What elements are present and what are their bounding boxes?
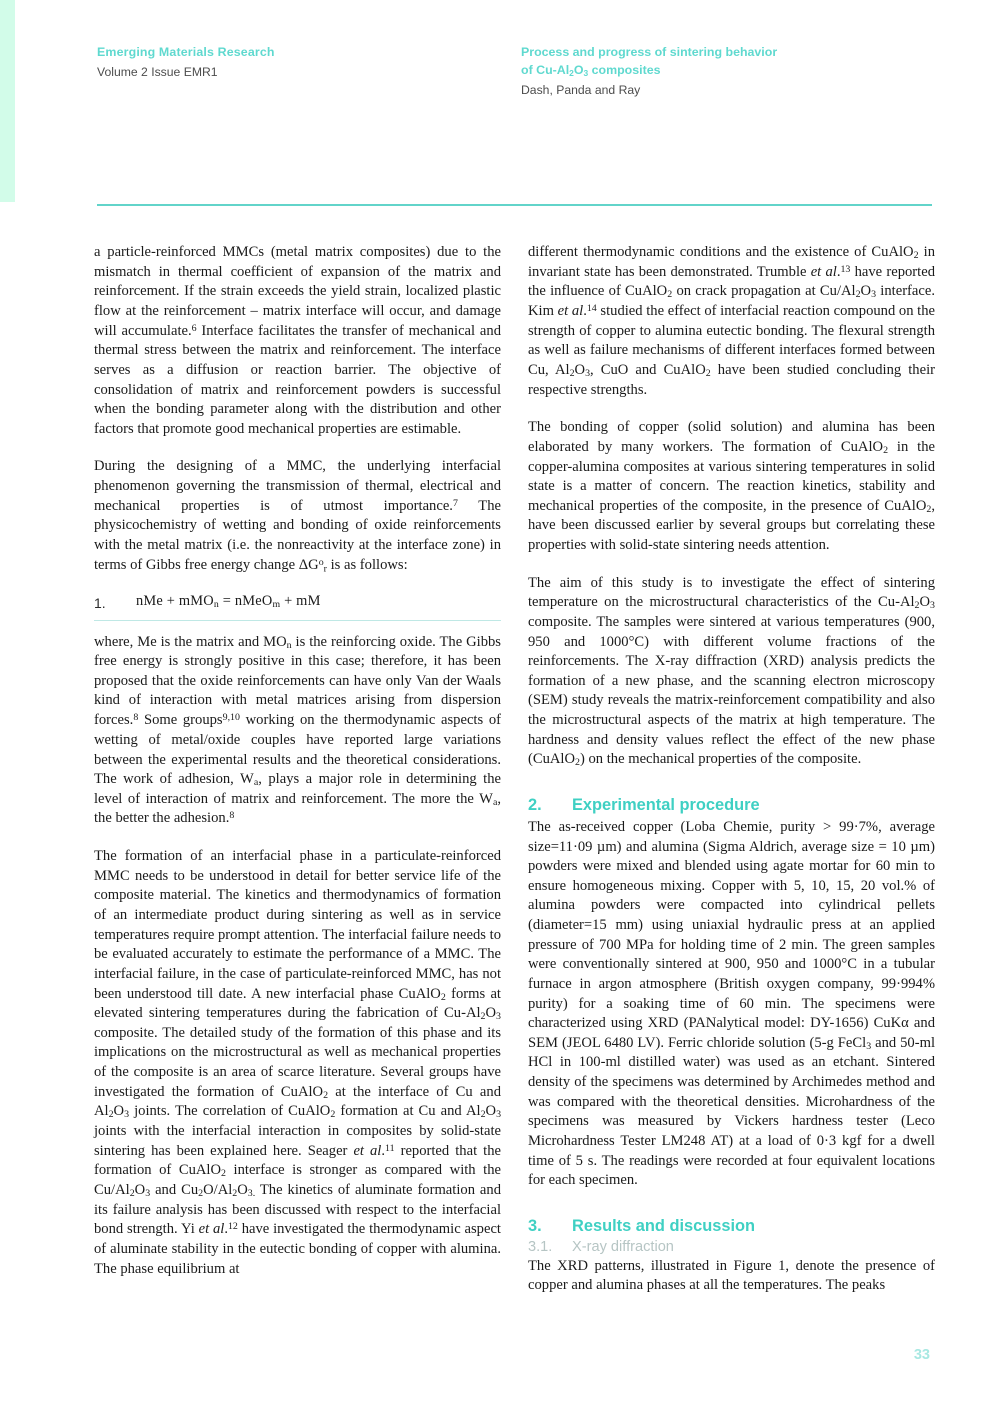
subsection-31-title: X-ray diffraction (572, 1238, 674, 1255)
section-2-number: 2. (528, 795, 542, 814)
subsection-heading-xrd (528, 1239, 935, 1255)
paragraph-left-4: The formation of an interfacial phase in a particulate-reinforced MMC needs to be understood in detail for better service life of the composite material. The kinetics and thermodynamics of formation of an intermediate product during sintering as well as in service temperatures require prompt attention. The interfacial failure needs to be evaluated accurately to estimate the performance of a MMC. The interfacial failure, in the case of particulate-reinforced MMC, has not been understood till date. A new interfacial phase CuAlO$_2$ forms at elevated sintering temperatures during the fabrication of $Cu-Al_2O_3$ composite. The detailed study of the formation of this phase and its implications on the microstructural as well as mechanical properties of the composite is an area of scarce literature. Several groups have investigated the formation of CuAlO$_2$ at the interface of Cu and $Al_2O_3$ joints. The correlation of CuAlO$_2$ formation at Cu and $Al_2O_3$ joints with the interfacial interaction in composites by solid-state sintering has been explained here. Seager et al.$^{11}$ reported that the formation of CuAlO$_2$ interface is stronger as compared with the $Cu/Al_2O_3$ and $Cu_2O/Al_2O_{3.}$ The kinetics of aluminate formation and its failure analysis has been discussed with respect to the interfacial bond strength. Yi et al.$^{12}$ have investigated the thermodynamic aspect of aluminate stability in the eutectic bonding of copper with alumina. The phase equilibrium at (94, 848, 502, 1277)
section-heading-experimental-procedure (528, 796, 935, 815)
paragraph-left-3: where, Me is the matrix and $MO_n$ is the reinforcing oxide. The Gibbs free energy is strongly positive in this case; therefore, it has been proposed that the oxide reinforcements can have only Van der Waals kind of interaction with metal matrices arising from dispersion forces.$^8$ Some groups$^{9,10}$ working on the thermodynamic aspects of wetting of metal/oxide couples have reported large variations between the experimental results and the theoretical considerations. The work of adhesion, $W_a$, plays a major role in determining the level of interaction of matrix and reinforcement. The more the $W_a$, the better the adhesion.$^8$ (94, 633, 502, 827)
article-title-sub-3: 3 (583, 67, 589, 78)
section-3-number: 3. (528, 1216, 542, 1235)
header-divider-rule (97, 204, 932, 206)
journal-issue: Volume 2 Issue EMR1 (97, 64, 218, 79)
paragraph-left-2: During the designing of a MMC, the underlying interfacial phenomenon governing the transmission of thermal, electrical and mechanical properties is of utmost importance.$^7$ The physicochemistry of wetting and bonding of oxide reinforcements with the metal matrix (i.e. the nonreactivity at the interface zone) in terms of Gibbs free energy change $\Delta G^o_r$ is as follows: (94, 458, 501, 575)
paragraph-right-4: The as-received copper (Loba Chemie, purity > 99·7%, average size=11·09 µm) and alumina (Sigma Aldrich, average size = 10 µm) powders were mixed and blended using agate mortar for 60 min to ensure homogeneous mixing. Copper with 5, 10, 15, 20 vol.% of alumina powders were compacted into cylindrical pellets (diameter=15 mm) using uniaxial hydraulic press at an applied pressure of 700 MPa for holding time of 2 min. The green samples were conventionally sintered at 900, 950 and 1000°C in a tubular furnace in argon atmosphere (British oxygen company, 99·994% purity) for a soaking time of 60 min. The specimens were characterized using XRD (PANalytical model: DY-1656) CuKα and SEM (JEOL 6480 LV). Ferric chloride solution (5-g FeCl$_3$ and 50-ml HCl in 100-ml distilled water) was used as an etchant. Sintered density of the specimens was determined by Archimedes method and was compared with the theoretical densities. Microhardness of the specimens was measured by Vickers hardness tester (Leco Microhardness Tester LM248 AT) at a load of 0·3 kgf for a dwell time of 5 s. The readings were recorded at four equivalent locations for each specimen. (528, 818, 935, 1189)
running-head-right (521, 44, 930, 99)
section-heading-results-and-discussion (528, 1217, 935, 1236)
page-number: 33 (913, 1347, 930, 1363)
subsection-31-number: 3.1. (528, 1238, 553, 1255)
paragraph-right-3: The aim of this study is to investigate the effect of sintering temperature on the microstructural characteristics of the $Cu-Al_2O_3$ composite. The samples were sintered at various temperatures (900, 950 and 1000°C) with different volume fractions of the reinforcements. The X-ray diffraction (XRD) analysis predicts the formation of a new phase, and the scanning electron microscopy (SEM) study reveals the matrix-reinforcement compatibility and also the microstructural aspects of the matrix at high temperature. The hardness and density values reflect the effect of the new phase (CuAlO$_2$) on the mechanical properties of the composite. (528, 574, 935, 769)
article-title-line-2 (521, 62, 930, 80)
paragraph-left-1: a particle-reinforced MMCs (metal matrix composites) due to the mismatch in thermal coefficient of expansion of the matrix and reinforcement. If the strain exceeds the yield strain, localized plastic flow at the reinforcement – matrix interface will occur, and damage will accumulate.$^6$ Interface facilitates the transfer of mechanical and thermal stress between the matrix and reinforcement. The interface serves as a diffusion or reaction barrier. The objective of consolidation of matrix and reinforcement powders is successful when the bonding parameter along with the distribution and other factors that promote good mechanical properties are estimable. (94, 244, 501, 437)
section-2-title: Experimental procedure (572, 795, 760, 814)
article-title-line-1: Process and progress of sintering behavior (521, 45, 778, 59)
equation-1-number: 1. (94, 594, 106, 611)
body-columns (94, 243, 934, 1296)
equation-1-block (94, 593, 501, 620)
right-column (528, 243, 935, 1296)
paragraph-right-2: The bonding of copper (solid solution) and alumina has been elaborated by many workers. The formation of CuAlO$_2$ in the copper-alumina composites at various sintering temperatures in solid state is a matter of concern. The reaction kinetics, stability and mechanical properties of the composite, in the presence of CuAlO$_2$, have been discussed earlier by several groups but correlating these properties with solid-state sintering needs attention. (528, 419, 935, 554)
running-head-left (97, 44, 521, 99)
decorative-left-mint-bar (0, 0, 15, 202)
paragraph-right-1: different thermodynamic conditions and the existence of CuAlO$_2$ in invariant state has been demonstrated. Trumble et al.$^{13}$ have reported the influence of CuAlO$_2$ on crack propagation at $Cu/Al_2O_3$ interface. Kim et al.$^{14}$ studied the effect of interfacial reaction compound on the strength of copper to alumina eutectic bonding. The flexural strength as well as failure mechanisms of different interfaces formed between Cu, $Al_2O_3$, CuO and CuAlO$_2$ have been studied concluding their respective strengths. (528, 244, 936, 398)
article-title-mid: O (573, 62, 584, 77)
article-title-suffix: composites (588, 62, 661, 77)
section-3-title: Results and discussion (572, 1216, 756, 1235)
article-authors: Dash, Panda and Ray (521, 82, 641, 97)
left-column (94, 243, 501, 1296)
equation-1-row (94, 593, 501, 619)
equation-1-expression: nMe + mMO$_n$ = nMeO$_m$ + mM (136, 593, 321, 611)
article-title-prefix: of Cu-Al (521, 62, 570, 77)
paragraph-right-5: The XRD patterns, illustrated in Figure 1, denote the presence of copper and alumina phases at all the temperatures. The peaks (528, 1257, 935, 1294)
article-title-sub-2: 2 (569, 67, 574, 78)
running-head (97, 44, 930, 99)
journal-name: Emerging Materials Research (97, 45, 275, 59)
equation-1-divider (94, 620, 501, 621)
